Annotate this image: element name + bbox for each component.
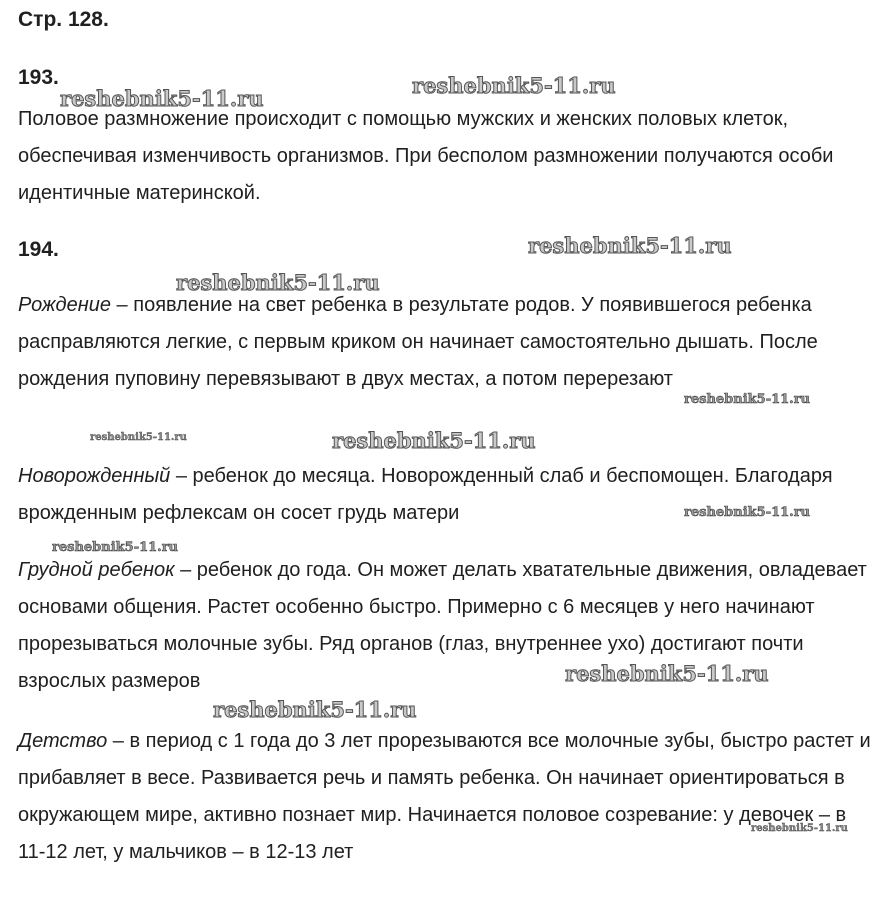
watermark: reshebnik5-11.ru [332,428,536,453]
watermark: reshebnik5-11.ru [751,823,848,834]
watermark: reshebnik5-11.ru [60,86,264,111]
watermark: reshebnik5-11.ru [412,73,616,98]
task-194-number: 194. [18,238,59,261]
definition-newborn: – ребенок до месяца. Новорожденный слаб и беспомощен. Благодаря врожденным рефлексам он сосет грудь матери [18,465,833,524]
watermark: reshebnik5-11.ru [176,270,380,295]
watermark: reshebnik5-11.ru [90,432,187,443]
watermark: reshebnik5-11.ru [528,233,732,258]
watermark: reshebnik5-11.ru [52,540,179,555]
task-194-item-childhood [18,723,873,871]
page-number-header: Стр. 128. [18,8,109,31]
watermark: reshebnik5-11.ru [213,697,417,722]
term-birth: Рождение [18,294,111,316]
task-194-item-birth [18,287,875,398]
task-194-item-infant [18,552,871,700]
task-193-text: Половое размножение происходит с помощью мужских и женских половых клеток, обеспечивая изменчивость организмов. При бесполом размножении получаются особи идентичные материнской. [18,108,834,204]
watermark: reshebnik5-11.ru [684,505,811,520]
definition-childhood: – в период с 1 года до 3 лет прорезываются все молочные зубы, быстро растет и прибавляет в весе. Развивается речь и память ребенка. Он начинает ориентироваться в окружающем мире, активно познает мир. Начинается половое созревание: у девочек – в 11-12 лет, у мальчиков – в 12-13 лет [18,730,871,863]
definition-birth: – появление на свет ребенка в результате родов. У появившегося ребенка расправляются легкие, с первым криком он начинает самостоятельно дышать. После рождения пуповину перевязывают в двух местах, а потом перерезают [18,294,818,390]
task-194-item-newborn [18,458,875,532]
term-newborn: Новорожденный [18,465,171,487]
watermark: reshebnik5-11.ru [565,661,769,686]
definition-infant: – ребенок до года. Он может делать хватательные движения, овладевает основами общения. Растет особенно быстро. Примерно с 6 месяцев у него начинают прорезываться молочные зубы. Ряд органов (глаз, внутреннее ухо) достигают почти взрослых размеров [18,559,867,692]
term-infant: Грудной ребенок [18,559,175,581]
term-childhood: Детство [18,730,108,752]
watermark: reshebnik5-11.ru [684,392,811,407]
task-193-number: 193. [18,66,59,89]
